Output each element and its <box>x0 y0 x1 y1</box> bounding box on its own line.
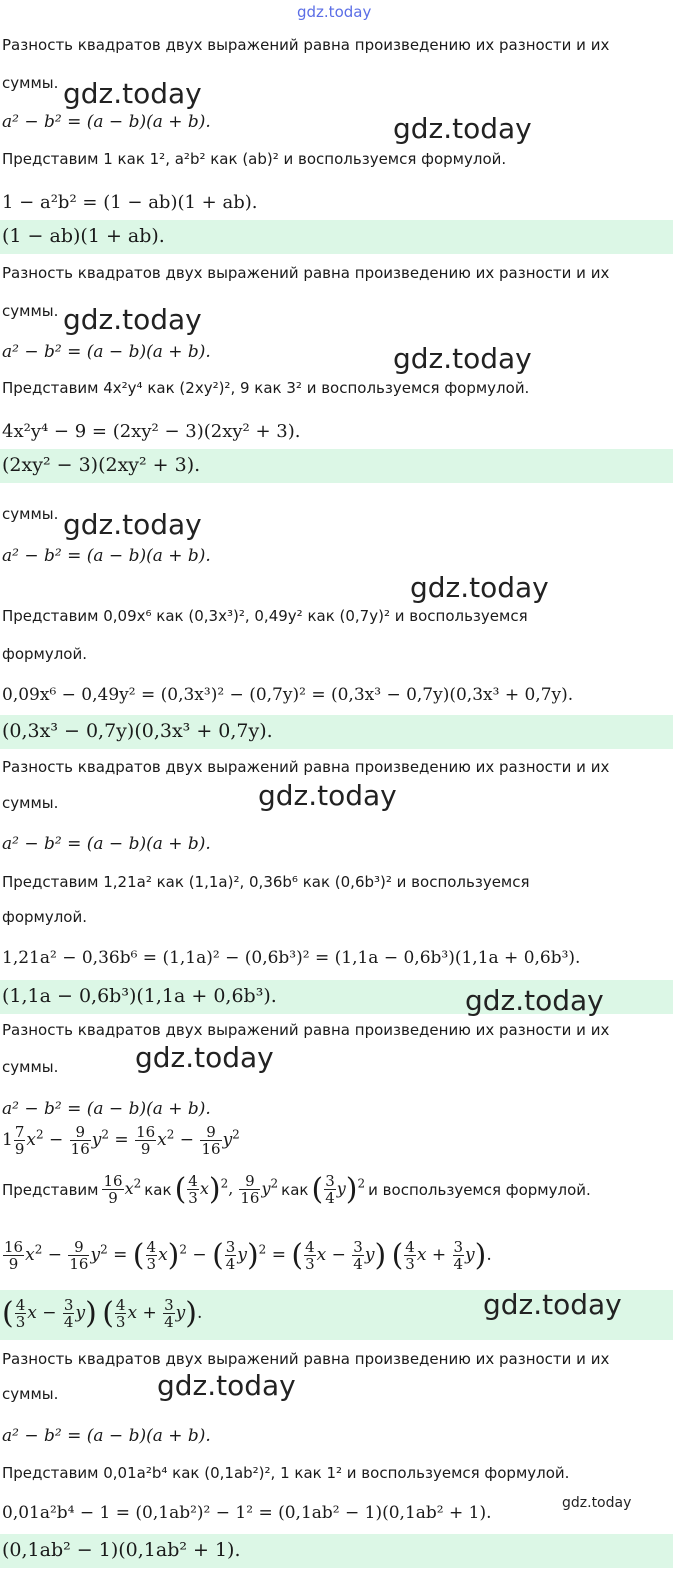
watermark: gdz.today <box>465 984 604 1017</box>
represent-line-1: Представим 1,21a² как (1,1a)², 0,36b⁶ как (0,6b³)² и воспользуемся <box>2 873 530 891</box>
watermark: gdz.today <box>393 342 532 375</box>
answer: (0,1ab² − 1)(0,1ab² + 1). <box>2 1539 241 1561</box>
watermark: gdz.today <box>483 1288 622 1321</box>
answer: ( $\frac{4}{3}$ x − $\frac{3}{4}$ y) ( $\frac{4}{3}$ x + $\frac{3}{4}$ y). <box>2 1296 203 1331</box>
answer-box <box>0 220 673 254</box>
rule-line-1: Разность квадратов двух выражений равна произведению их разности и их <box>2 264 610 282</box>
answer: (1 − ab)(1 + ab). <box>2 225 165 247</box>
rule-line-1: Разность квадратов двух выражений равна произведению их разности и их <box>2 1350 610 1368</box>
formula: a² − b² = (a − b)(a + b). <box>2 834 211 854</box>
represent-line: Представим 1 как 1², a²b² как (ab)² и воспользуемся формулой. <box>2 150 507 168</box>
represent-line-1: Представим 0,09x⁶ как (0,3x³)², 0,49y² как (0,7y)² и воспользуемся <box>2 607 528 625</box>
watermark: gdz.today <box>157 1369 296 1402</box>
rule-line-1: Разность квадратов двух выражений равна произведению их разности и их <box>2 758 610 776</box>
rule-line-1: Разность квадратов двух выражений равна произведению их разности и их <box>2 36 610 54</box>
answer: (1,1a − 0,6b³)(1,1a + 0,6b³). <box>2 985 277 1007</box>
rule-line-1: Разность квадратов двух выражений равна произведению их разности и их <box>2 1021 610 1039</box>
rule-line-2: суммы. <box>2 1385 59 1403</box>
rule-line-2: суммы. <box>2 505 59 523</box>
kak-word: как <box>281 1180 309 1199</box>
rule-line-2: суммы. <box>2 794 59 812</box>
represent-end: и воспользуемся формулой. <box>368 1180 591 1199</box>
represent-line: Представим $\frac{16}{9}$ $x^2$ как ( $\frac{4}{3}$ x)$^2$, $\frac{9}{16}$ $y^2$ как ( $\frac{3}{4}$ y)$^2$ и воспользуемся формулой. <box>2 1172 591 1207</box>
work-line: 1 − a²b² = (1 − ab)(1 + ab). <box>2 192 258 213</box>
watermark: gdz.today <box>393 112 532 145</box>
formula: a² − b² = (a − b)(a + b). <box>2 342 211 362</box>
answer-box <box>0 1534 673 1568</box>
watermark: gdz.today <box>63 508 202 541</box>
watermark: gdz.today <box>63 303 202 336</box>
work-line: 0,09x⁶ − 0,49y² = (0,3x³)² − (0,7y)² = (0,3x³ − 0,7y)(0,3x³ + 0,7y). <box>2 685 574 705</box>
watermark: gdz.today <box>410 571 549 604</box>
answer-box <box>0 715 673 749</box>
answer-box <box>0 449 673 483</box>
formula: a² − b² = (a − b)(a + b). <box>2 1099 211 1119</box>
formula: a² − b² = (a − b)(a + b). <box>2 546 211 566</box>
represent-line-2: формулой. <box>2 908 87 926</box>
formula: a² − b² = (a − b)(a + b). <box>2 1426 211 1446</box>
watermark: gdz.today <box>258 779 397 812</box>
rule-line-2: суммы. <box>2 74 59 92</box>
watermark: gdz.today <box>63 77 202 110</box>
kak-word: как <box>144 1180 172 1199</box>
work-line: 1,21a² − 0,36b⁶ = (1,1a)² − (0,6b³)² = (1,1a − 0,6b³)(1,1a + 0,6b³). <box>2 948 581 968</box>
rule-line-2: суммы. <box>2 302 59 320</box>
work-line: $\frac{16}{9}$ $x^2$ − $\frac{9}{16}$ $y^2$ = ( $\frac{4}{3}$ x)$^2$ − ( $\frac{3}{4}$ y)$^2$ = ( $\frac{4}{3}$ x − $\frac{3}{4}$ y) ( $\frac{4}{3}$ x + $\frac{3}{4}$ y). <box>4 1238 492 1273</box>
represent-line-2: формулой. <box>2 645 87 663</box>
formula: a² − b² = (a − b)(a + b). <box>2 112 211 132</box>
watermark: gdz.today <box>562 1495 632 1511</box>
represent-line: Представим 0,01a²b⁴ как (0,1ab²)², 1 как 1² и воспользуемся формулой. <box>2 1464 570 1482</box>
work-line: 4x²y⁴ − 9 = (2xy² − 3)(2xy² + 3). <box>2 421 301 442</box>
top-watermark: gdz.today <box>297 3 372 21</box>
represent-line: Представим 4x²y⁴ как (2xy²)², 9 как 3² и воспользуемся формулой. <box>2 379 530 397</box>
rule-line-2: суммы. <box>2 1058 59 1076</box>
answer: (0,3x³ − 0,7y)(0,3x³ + 0,7y). <box>2 720 273 742</box>
work-line: 0,01a²b⁴ − 1 = (0,1ab²)² − 1² = (0,1ab² − 1)(0,1ab² + 1). <box>2 1503 492 1523</box>
answer: (2xy² − 3)(2xy² + 3). <box>2 454 201 476</box>
represent-word: Представим <box>2 1180 99 1199</box>
watermark: gdz.today <box>135 1041 274 1074</box>
conversion-line: 1 $\frac{7}{9}$ $x^2$ − $\frac{9}{16}$ $y^2$ = $\frac{16}{9}$ $x^2$ − $\frac{9}{16}$ $y^2$ <box>2 1123 240 1158</box>
